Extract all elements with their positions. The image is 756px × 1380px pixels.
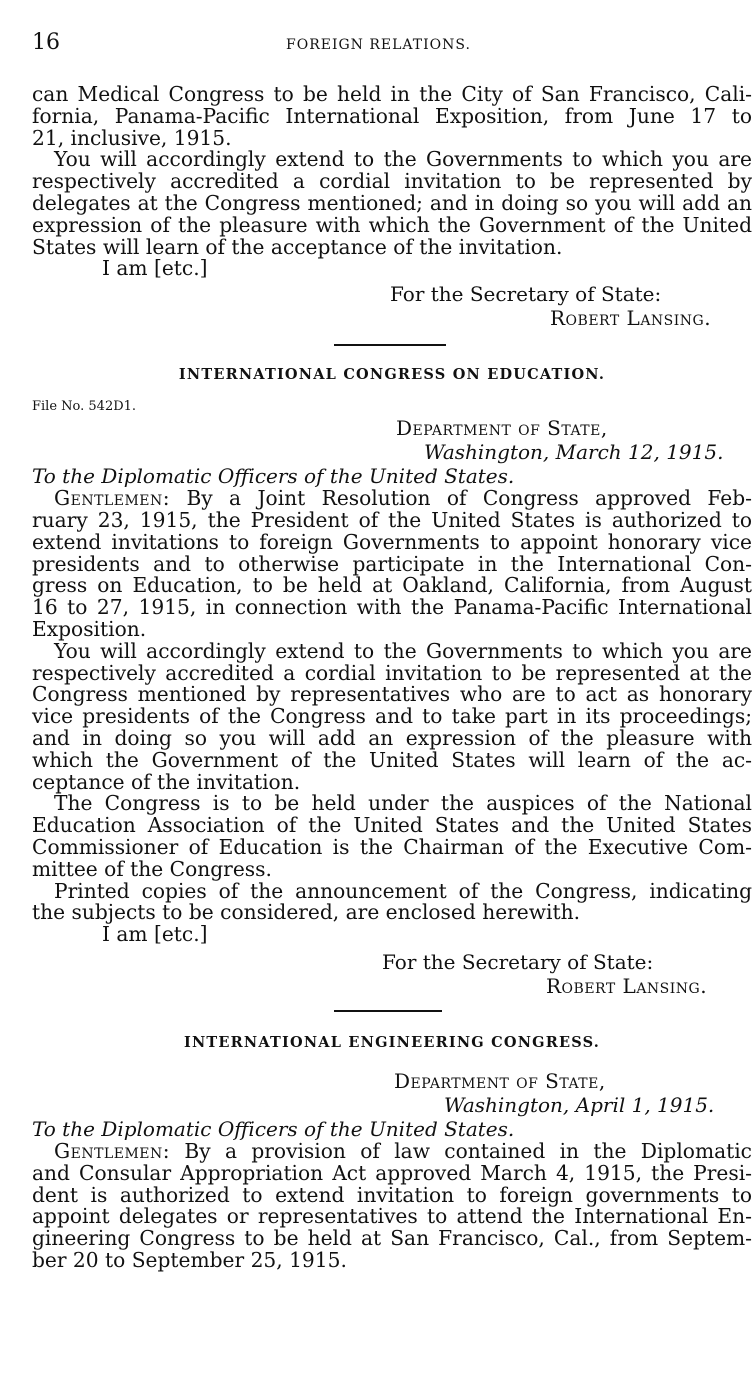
text-line: Congress mentioned by representatives who are to act as honorary [32,682,752,707]
text-line: ber 20 to September 25, 1915. [32,1247,347,1272]
section-divider [334,344,446,346]
closing: I am [etc.] [102,256,208,281]
text-line: Education Association of the United States and the United States [32,813,752,838]
salutation: Gentlemen: [54,1138,171,1163]
intro-paragraph [32,84,752,149]
text-line: respectively accredited a cordial invitation to be represented at the [32,660,752,685]
text-line: 21, inclusive, 1915. [32,125,232,150]
text-line: ceptance of the invitation. [32,769,301,794]
text-line: delegates at the Congress mentioned; and in doing so you will add an [32,190,752,215]
text-line: respectively accredited a cordial invitation to be represented by [32,169,752,194]
document-page [32,30,752,1272]
text-line: extend invitations to foreign Governments to appoint honorary vice [32,529,752,554]
addressee: To the Diplomatic Officers of the United States. [32,1116,515,1141]
text-line: presidents and to otherwise participate in the International Con- [32,551,752,576]
signature: Robert Lansing. [546,973,708,998]
education-paragraph-1 [32,488,752,641]
text-line: You will accordingly extend to the Governments to which you are [54,638,752,663]
text-line: ruary 23, 1915, the President of the United States is authorized to [32,507,752,532]
department-line: Department of State, [396,416,608,441]
text-line: expression of the pleasure with which the Government of the United [32,212,752,237]
text-line: vice presidents of the Congress and to take part in its proceedings; [32,704,752,729]
text-line: can Medical Congress to be held in the City of San Francisco, Cali- [32,82,752,106]
salutation: Gentlemen: [54,486,171,511]
education-paragraph-4 [32,878,752,925]
department-line: Department of State, [394,1068,606,1093]
intro-paragraph-2 [32,149,752,258]
text-line: gress on Education, to be held at Oakland, California, from August [32,573,752,598]
date-line: Washington, March 12, 1915. [424,440,724,465]
text-line: fornia, Panama-Pacific International Exposition, from June 17 to [32,103,752,128]
engineering-paragraph-1 [32,1138,752,1272]
text-line: gineering Congress to be held at San Francisco, Cal., from Septem- [32,1226,752,1251]
text-line: and Consular Appropriation Act approved March 4, 1915, the Presi- [32,1160,752,1185]
running-head [32,30,752,60]
text-line: which the Government of the United States will learn of the ac- [32,747,752,772]
text-line: Exposition. [32,616,147,641]
text-line: The Congress is to be held under the auspices of the National [54,791,752,816]
education-paragraph-3 [32,793,752,880]
section-divider [334,1010,442,1012]
addressee: To the Diplomatic Officers of the United States. [32,464,515,489]
text-line: the subjects to be considered, are enclosed herewith. [32,900,581,925]
text-line: Commissioner of Education is the Chairman of the Executive Com- [32,834,752,859]
text-line: appoint delegates or representatives to attend the International En- [32,1204,752,1229]
running-title: FOREIGN RELATIONS. [286,37,471,53]
text-line: You will accordingly extend to the Governments to which you are [54,147,752,172]
text-line: Gentlemen: By a Joint Resolution of Congress approved Feb- [54,486,752,511]
closing: I am [etc.] [102,922,208,947]
text-line: Gentlemen: By a provision of law contained in the Diplomatic [54,1138,752,1163]
signoff: For the Secretary of State: [382,949,654,974]
signoff: For the Secretary of State: [390,282,662,307]
text-line: Printed copies of the announcement of the Congress, indicating [54,878,752,903]
section-heading: INTERNATIONAL CONGRESS ON EDUCATION. [178,366,606,384]
section-heading: INTERNATIONAL ENGINEERING CONGRESS. [183,1033,600,1051]
text-line: and in doing so you will add an expression of the pleasure with [32,725,752,750]
signature: Robert Lansing. [550,306,712,331]
text-line: mittee of the Congress. [32,856,272,881]
text-line: 16 to 27, 1915, in connection with the Panama-Pacific International [32,595,752,620]
text-line: dent is authorized to extend invitation to foreign governments to [32,1182,752,1207]
education-paragraph-2 [32,638,752,794]
page-number: 16 [32,30,60,55]
text-line: States will learn of the acceptance of the invitation. [32,234,563,259]
date-line: Washington, April 1, 1915. [444,1092,715,1117]
file-number: File No. 542D1. [32,399,137,415]
